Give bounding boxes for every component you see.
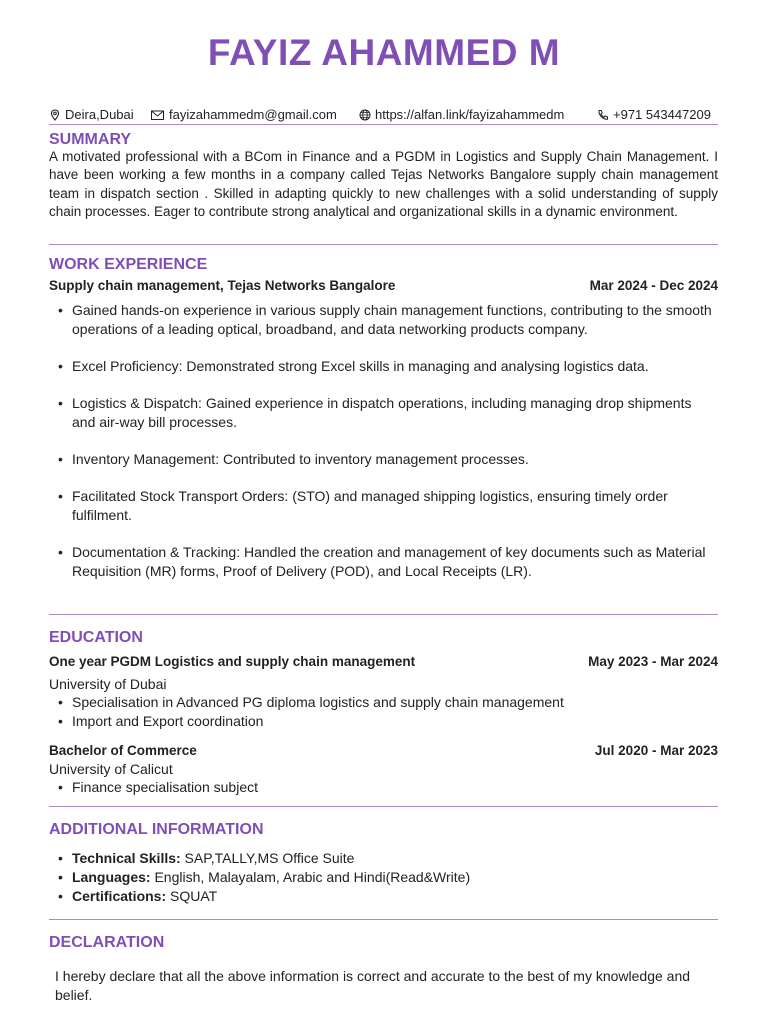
phone-text[interactable]: +971 543447209: [613, 107, 711, 122]
header-divider: [49, 124, 718, 125]
degree-title: Bachelor of Commerce: [49, 743, 197, 758]
summary-divider: [49, 244, 718, 245]
info-label: Certifications:: [72, 888, 167, 904]
work-bullet: • Excel Proficiency: Demonstrated strong Excel skills in managing and analysing logistics data.: [49, 357, 718, 376]
work-bullet-list: [49, 301, 718, 599]
info-value: SQUAT: [166, 888, 218, 904]
education-bullet: • Finance specialisation subject: [49, 778, 718, 797]
additional-info-item: [49, 887, 718, 906]
education-bullet: • Specialisation in Advanced PG diploma logistics and supply chain management: [49, 693, 718, 712]
declaration-heading: DECLARATION: [49, 934, 165, 951]
summary-text: A motivated professional with a BCom in Finance and a PGDM in Logistics and Supply Chain Management. I have been working a few months in a company called Tejas Networks Bangalore supply chain management team in dispatch section . Skilled in adapting quickly to new challenges with a solid understanding of supply chain processes. Eager to contribute strong analytical and organizational skills in a dynamic environment.: [49, 149, 718, 220]
degree-dates: May 2023 - Mar 2024: [588, 654, 718, 669]
declaration-text: I hereby declare that all the above information is correct and accurate to the best of my knowledge and belief.: [55, 968, 691, 1003]
degree-dates: Jul 2020 - Mar 2023: [594, 743, 718, 758]
location-pin-icon: [49, 109, 61, 121]
website-link[interactable]: https://alfan.link/fayizahammedm: [375, 107, 565, 122]
school-name: University of Calicut: [49, 761, 173, 777]
additional-info-item: [49, 849, 718, 868]
info-label: Languages:: [72, 869, 151, 885]
info-label: Technical Skills:: [72, 850, 181, 866]
contact-location: [49, 107, 134, 122]
additional-info-item: [49, 868, 718, 887]
education-entry-header: [49, 654, 718, 669]
contact-phone[interactable]: [597, 107, 711, 122]
education-heading: EDUCATION: [49, 629, 143, 646]
job-title: Supply chain management, Tejas Networks Bangalore: [49, 278, 396, 293]
job-dates: Mar 2024 - Dec 2024: [589, 278, 718, 293]
contact-website[interactable]: [359, 107, 564, 122]
phone-icon: [597, 109, 609, 121]
work-experience-heading: WORK EXPERIENCE: [49, 256, 208, 273]
email-link[interactable]: fayizahammedm@gmail.com: [169, 107, 337, 122]
summary-heading: SUMMARY: [49, 131, 132, 148]
contact-email[interactable]: [150, 107, 337, 122]
additional-divider: [49, 919, 718, 920]
additional-info-heading: ADDITIONAL INFORMATION: [49, 821, 264, 838]
location-text: Deira,Dubai: [65, 107, 134, 122]
candidate-name: FAYIZ AHAMMED M: [207, 32, 561, 73]
info-value: SAP,TALLY,MS Office Suite: [180, 850, 355, 866]
work-bullet: • Documentation & Tracking: Handled the creation and management of key documents such as Material Requisition (MR) forms, Proof of Delivery (POD), and Local Receipts (LR).: [49, 543, 718, 581]
info-value: English, Malayalam, Arabic and Hindi(Read&Write): [150, 869, 471, 885]
education-bullet-list: [49, 778, 718, 797]
additional-info-list: [49, 849, 718, 906]
contact-bar: [49, 107, 718, 123]
education-entry-header: [49, 743, 718, 758]
education-bullet: • Import and Export coordination: [49, 712, 718, 731]
education-divider: [49, 806, 718, 807]
work-bullet: • Logistics & Dispatch: Gained experience in dispatch operations, including managing drop shipments and air-way bill processes.: [49, 394, 718, 432]
mail-icon: [150, 109, 165, 121]
school-name: University of Dubai: [49, 676, 167, 692]
work-bullet: • Inventory Management: Contributed to inventory management processes.: [49, 450, 718, 469]
education-bullet-list: [49, 693, 718, 731]
work-bullet: • Facilitated Stock Transport Orders: (STO) and managed shipping logistics, ensuring timely order fulfilment.: [49, 487, 718, 525]
work-bullet: • Gained hands-on experience in various supply chain management functions, contributing to the smooth operations of a leading optical, broadband, and data networking products company.: [49, 301, 718, 339]
globe-icon: [359, 109, 371, 121]
degree-title: One year PGDM Logistics and supply chain management: [49, 654, 416, 669]
work-divider: [49, 614, 718, 615]
job-header: [49, 278, 718, 293]
